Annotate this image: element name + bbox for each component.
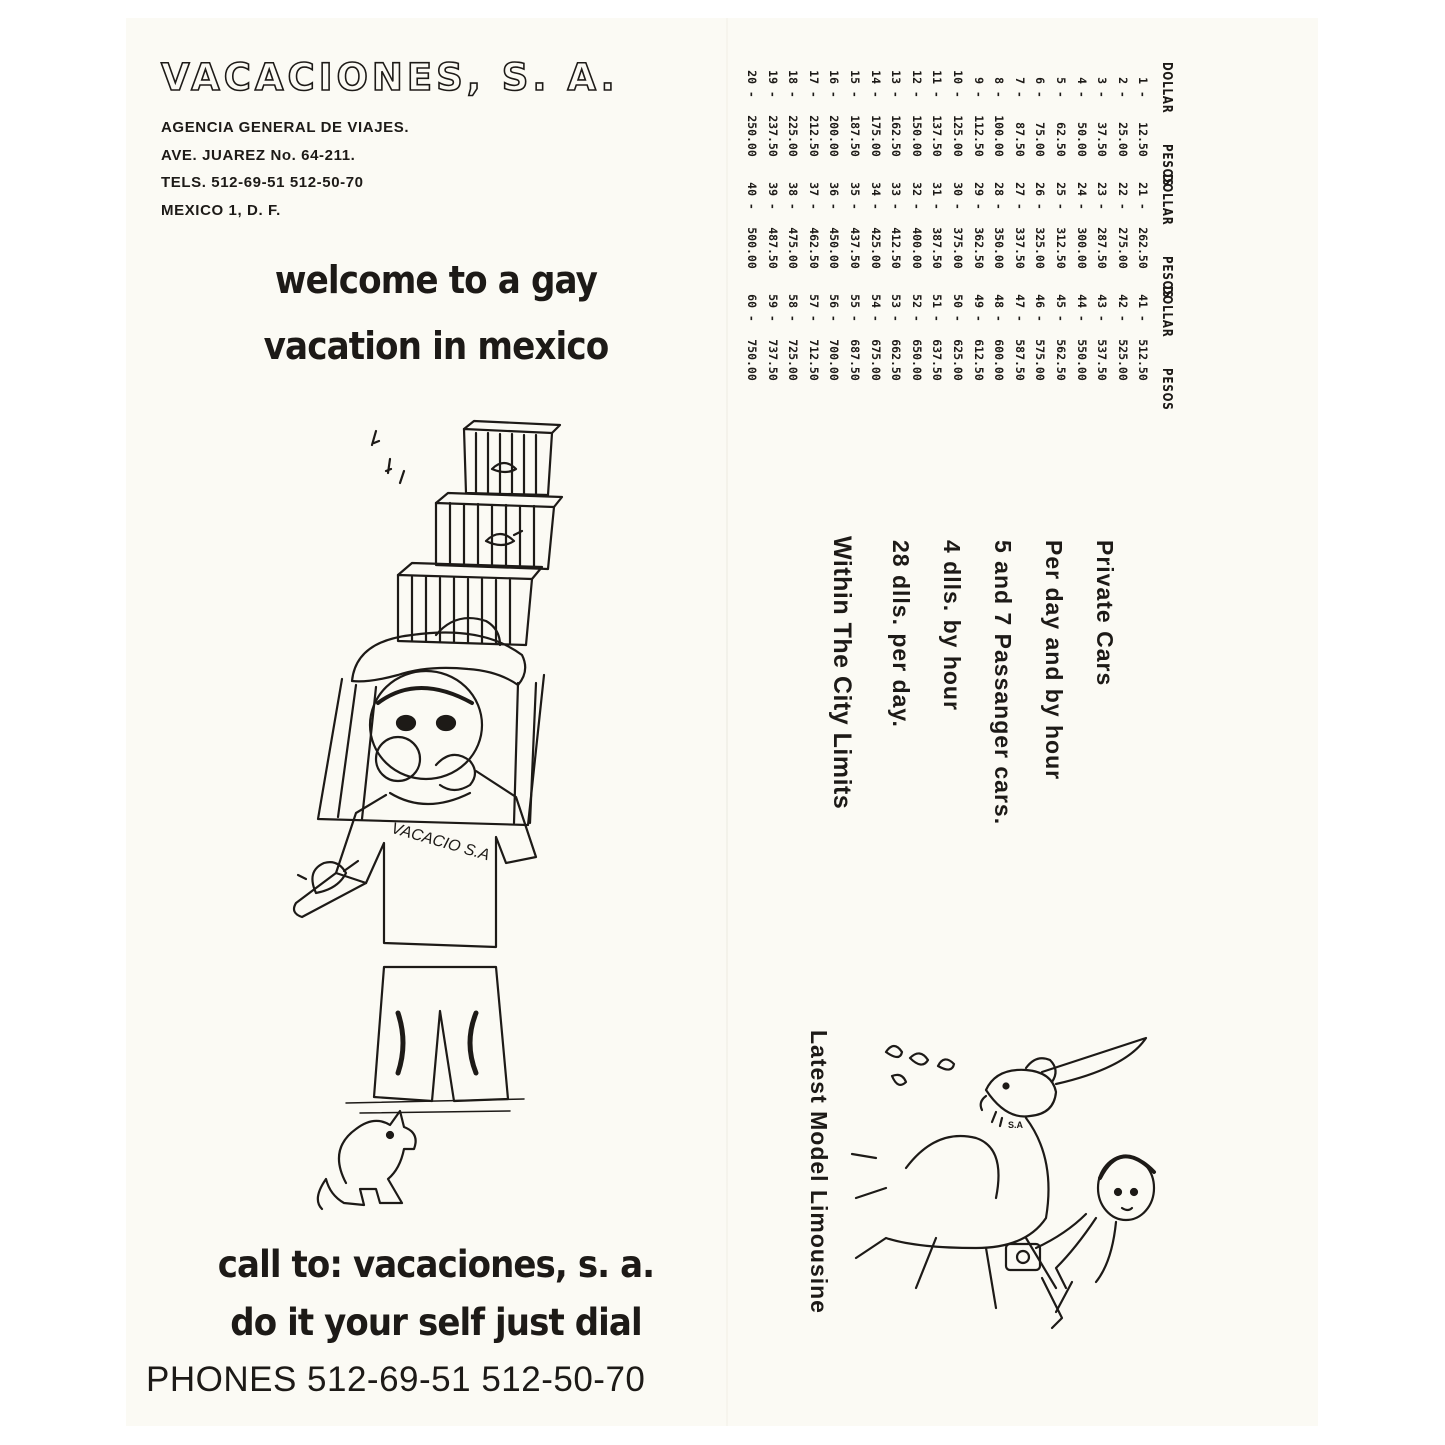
row-separator: - [1136,84,1151,105]
dollar-amount: 42 [1115,294,1130,308]
pesos-amount: 525.00 [1115,339,1130,381]
dollar-amount: 30 [951,182,966,196]
row-separator: - [868,308,883,329]
dollar-amount: 40 [745,182,760,196]
dollar-amount: 35 [848,182,863,196]
pesos-amount: 587.50 [1012,339,1027,381]
header-dollar: DOLLAR [1159,174,1174,226]
dollar-amount: 22 [1115,182,1130,196]
dollar-amount: 51 [930,294,945,308]
dollar-amount: 6 [1033,77,1048,84]
dollar-amount: 33 [889,182,904,196]
pesos-amount: 50.00 [1074,122,1089,157]
row-separator: - [1012,84,1027,105]
row-separator: - [1054,196,1069,217]
dollar-amount: 48 [992,294,1007,308]
exchange-row [989,286,1010,480]
dollar-amount: 58 [786,294,801,308]
header-dollar: DOLLAR [1159,62,1174,114]
row-separator: - [951,196,966,217]
header-pesos: PESOS [1159,255,1174,299]
dollar-amount: 19 [765,70,780,84]
row-separator: - [868,84,883,105]
pesos-amount: 637.50 [930,339,945,381]
pesos-amount: 362.50 [971,227,986,269]
pesos-amount: 225.00 [786,115,801,157]
dollar-amount: 24 [1074,182,1089,196]
pesos-amount: 337.50 [1012,227,1027,269]
limousine-caption: Latest Model Limousine [806,1030,832,1314]
exchange-row [762,286,783,480]
dollar-amount: 57 [806,294,821,308]
row-separator: - [786,84,801,105]
exchange-row [1092,286,1113,480]
dollar-amount: 32 [909,182,924,196]
exchange-row [886,286,907,480]
dollar-amount: 55 [848,294,863,308]
dollar-amount: 49 [971,294,986,308]
row-separator: - [868,196,883,217]
pesos-amount: 187.50 [848,115,863,157]
row-separator: - [1074,308,1089,329]
dollar-amount: 15 [848,70,863,84]
dollar-amount: 16 [827,70,842,84]
dollar-amount: 18 [786,70,801,84]
pesos-amount: 412.50 [889,227,904,269]
row-separator: - [971,84,986,105]
row-separator: - [806,196,821,217]
pesos-amount: 650.00 [909,339,924,381]
row-separator: - [745,196,760,217]
pesos-amount: 87.50 [1012,122,1027,157]
dollar-amount: 13 [889,70,904,84]
dollar-amount: 45 [1054,294,1069,308]
row-separator: - [1095,196,1110,217]
dollar-amount: 25 [1054,182,1069,196]
row-separator: - [1115,196,1130,217]
row-separator: - [1033,196,1048,217]
pesos-amount: 200.00 [827,115,842,157]
private-cars-block [875,540,1130,825]
dollar-amount: 34 [868,182,883,196]
headline-line-2: vacation in mexico [263,324,609,368]
row-separator: - [848,84,863,105]
dollar-amount: 12 [909,70,924,84]
dollar-amount: 1 [1136,77,1151,84]
pesos-amount: 37.50 [1095,122,1110,157]
row-separator: - [930,308,945,329]
exchange-row [1050,286,1071,480]
dollar-amount: 41 [1136,294,1151,308]
pesos-amount: 612.50 [971,339,986,381]
row-separator: - [1012,196,1027,217]
row-separator: - [1033,308,1048,329]
row-separator: - [889,196,904,217]
exchange-row [824,286,845,480]
dollar-amount: 47 [1012,294,1027,308]
shirt-lettering: VACACIO S.A [389,820,492,865]
row-separator: - [827,84,842,105]
pesos-amount: 162.50 [889,115,904,157]
pesos-amount: 562.50 [1054,339,1069,381]
pesos-amount: 12.50 [1136,122,1151,157]
phones-line: PHONES 512-69-51 512-50-70 [146,1360,646,1399]
pesos-amount: 437.50 [848,227,863,269]
row-separator: - [786,308,801,329]
row-separator: - [848,308,863,329]
dollar-amount: 14 [868,70,883,84]
company-address [161,114,409,224]
row-separator: - [1033,84,1048,105]
exchange-row [968,286,989,480]
pesos-amount: 75.00 [1033,122,1048,157]
pesos-amount: 475.00 [786,227,801,269]
dollar-amount: 10 [951,70,966,84]
row-separator: - [1115,308,1130,329]
dollar-amount: 29 [971,182,986,196]
row-separator: - [909,196,924,217]
row-separator: - [1115,84,1130,105]
row-separator: - [930,84,945,105]
headline-line-1: welcome to a gay [274,258,598,302]
address-line: MEXICO 1, D. F. [161,201,281,219]
row-separator: - [889,84,904,105]
pesos-amount: 425.00 [868,227,883,269]
dollar-amount: 26 [1033,182,1048,196]
exchange-row [1112,286,1133,480]
pesos-amount: 237.50 [765,115,780,157]
row-separator: - [827,308,842,329]
dollar-amount: 4 [1074,77,1089,84]
row-separator: - [1074,84,1089,105]
row-separator: - [1136,196,1151,217]
pesos-amount: 600.00 [992,339,1007,381]
private-cars-line: Private Cars [1092,540,1118,687]
header-pesos: PESOS [1159,367,1174,411]
pesos-amount: 125.00 [951,115,966,157]
row-separator: - [1095,308,1110,329]
dollar-amount: 52 [909,294,924,308]
pesos-amount: 550.00 [1074,339,1089,381]
pesos-amount: 212.50 [806,115,821,157]
row-separator: - [1012,308,1027,329]
row-separator: - [745,308,760,329]
dollar-amount: 9 [971,77,986,84]
private-cars-line: 5 and 7 Passanger cars. [990,540,1016,826]
address-line: TELS. 512-69-51 512-50-70 [161,174,364,191]
address-line: AGENCIA GENERAL DE VIAJES. [161,119,410,136]
pesos-amount: 687.50 [848,339,863,381]
pesos-amount: 175.00 [868,115,883,157]
pesos-amount: 275.00 [1115,227,1130,269]
pesos-amount: 462.50 [806,227,821,269]
dollar-amount: 43 [1095,294,1110,308]
exchange-row [742,286,763,480]
row-separator: - [1054,308,1069,329]
dollar-amount: 37 [806,182,821,196]
donkey-and-boy-illustration [846,1038,1186,1338]
dollar-amount: 2 [1115,77,1130,84]
dollar-amount: 17 [806,70,821,84]
dollar-amount: 50 [951,294,966,308]
exchange-row [1133,286,1154,480]
dollar-amount: 46 [1033,294,1048,308]
pesos-amount: 450.00 [827,227,842,269]
pesos-amount: 25.00 [1115,122,1130,157]
private-cars-line: 4 dlls. by hour [939,540,965,711]
boy-with-birdcages-illustration [286,413,566,1213]
pesos-amount: 512.50 [1136,339,1151,381]
pesos-amount: 112.50 [971,115,986,157]
pesos-amount: 300.00 [1074,227,1089,269]
exchange-row [947,286,968,480]
exchange-row [906,286,927,480]
exchange-row [927,286,948,480]
row-separator: - [806,84,821,105]
exchange-column-3 [742,286,1176,480]
pesos-amount: 62.50 [1054,122,1069,157]
pesos-amount: 750.00 [745,339,760,381]
private-cars-line: 28 dlls. per day. [888,540,914,728]
pesos-amount: 100.00 [992,115,1007,157]
company-name: VACACIONES, S. A. [161,56,619,99]
dollar-amount: 36 [827,182,842,196]
pesos-amount: 575.00 [1033,339,1048,381]
pesos-amount: 312.50 [1054,227,1069,269]
row-separator: - [1136,308,1151,329]
call-line-2: do it your self just dial [230,1301,642,1344]
row-separator: - [765,196,780,217]
dollar-amount: 11 [930,70,945,84]
pesos-amount: 675.00 [868,339,883,381]
dollar-amount: 20 [745,70,760,84]
private-cars-line: Per day and by hour [1041,540,1067,781]
pesos-amount: 150.00 [909,115,924,157]
pesos-amount: 350.00 [992,227,1007,269]
dollar-amount: 53 [889,294,904,308]
dollar-amount: 56 [827,294,842,308]
exchange-row [1071,286,1092,480]
row-separator: - [827,196,842,217]
dollar-amount: 54 [868,294,883,308]
header-pesos: PESOS [1159,143,1174,187]
dollar-amount: 21 [1136,182,1151,196]
dollar-amount: 23 [1095,182,1110,196]
row-separator: - [765,308,780,329]
brochure-sheet [126,18,1318,1426]
exchange-row [865,286,886,480]
row-separator: - [1054,84,1069,105]
exchange-row [1030,286,1051,480]
row-separator: - [1095,84,1110,105]
row-separator: - [765,84,780,105]
dollar-amount: 27 [1012,182,1027,196]
row-separator: - [806,308,821,329]
pesos-amount: 737.50 [765,339,780,381]
pesos-amount: 262.50 [1136,227,1151,269]
dollar-amount: 5 [1054,77,1069,84]
pesos-amount: 712.50 [806,339,821,381]
row-separator: - [745,84,760,105]
exchange-row [1009,286,1030,480]
header-dollar: DOLLAR [1159,286,1174,338]
exchange-header [1155,286,1176,441]
row-separator: - [971,196,986,217]
pesos-amount: 625.00 [951,339,966,381]
pesos-amount: 250.00 [745,115,760,157]
dollar-amount: 59 [765,294,780,308]
limousine-badge: S.A [1008,1120,1024,1130]
pesos-amount: 487.50 [765,227,780,269]
row-separator: - [992,308,1007,329]
pesos-amount: 500.00 [745,227,760,269]
dollar-amount: 60 [745,294,760,308]
pesos-amount: 662.50 [889,339,904,381]
row-separator: - [930,196,945,217]
dollar-amount: 3 [1095,77,1110,84]
fold-line [726,18,728,1426]
pesos-amount: 375.00 [951,227,966,269]
dollar-amount: 39 [765,182,780,196]
pesos-amount: 325.00 [1033,227,1048,269]
dollar-amount: 7 [1012,77,1027,84]
pesos-amount: 387.50 [930,227,945,269]
pesos-amount: 137.50 [930,115,945,157]
row-separator: - [992,196,1007,217]
exchange-row [803,286,824,480]
row-separator: - [1074,196,1089,217]
pesos-amount: 537.50 [1095,339,1110,381]
dollar-amount: 8 [992,77,1007,84]
row-separator: - [848,196,863,217]
row-separator: - [951,84,966,105]
pesos-amount: 725.00 [786,339,801,381]
pesos-amount: 287.50 [1095,227,1110,269]
dollar-amount: 38 [786,182,801,196]
row-separator: - [951,308,966,329]
dollar-amount: 44 [1074,294,1089,308]
row-separator: - [889,308,904,329]
row-separator: - [909,308,924,329]
address-line: AVE. JUAREZ No. 64-211. [161,146,356,164]
row-separator: - [786,196,801,217]
row-separator: - [992,84,1007,105]
call-line-1: call to: vacaciones, s. a. [217,1243,655,1286]
city-limits-text: Within The City Limits [828,536,856,810]
dollar-amount: 31 [930,182,945,196]
pesos-amount: 700.00 [827,339,842,381]
row-separator: - [909,84,924,105]
dollar-amount: 28 [992,182,1007,196]
exchange-row [845,286,866,480]
pesos-amount: 400.00 [909,227,924,269]
exchange-row [783,286,804,480]
row-separator: - [971,308,986,329]
